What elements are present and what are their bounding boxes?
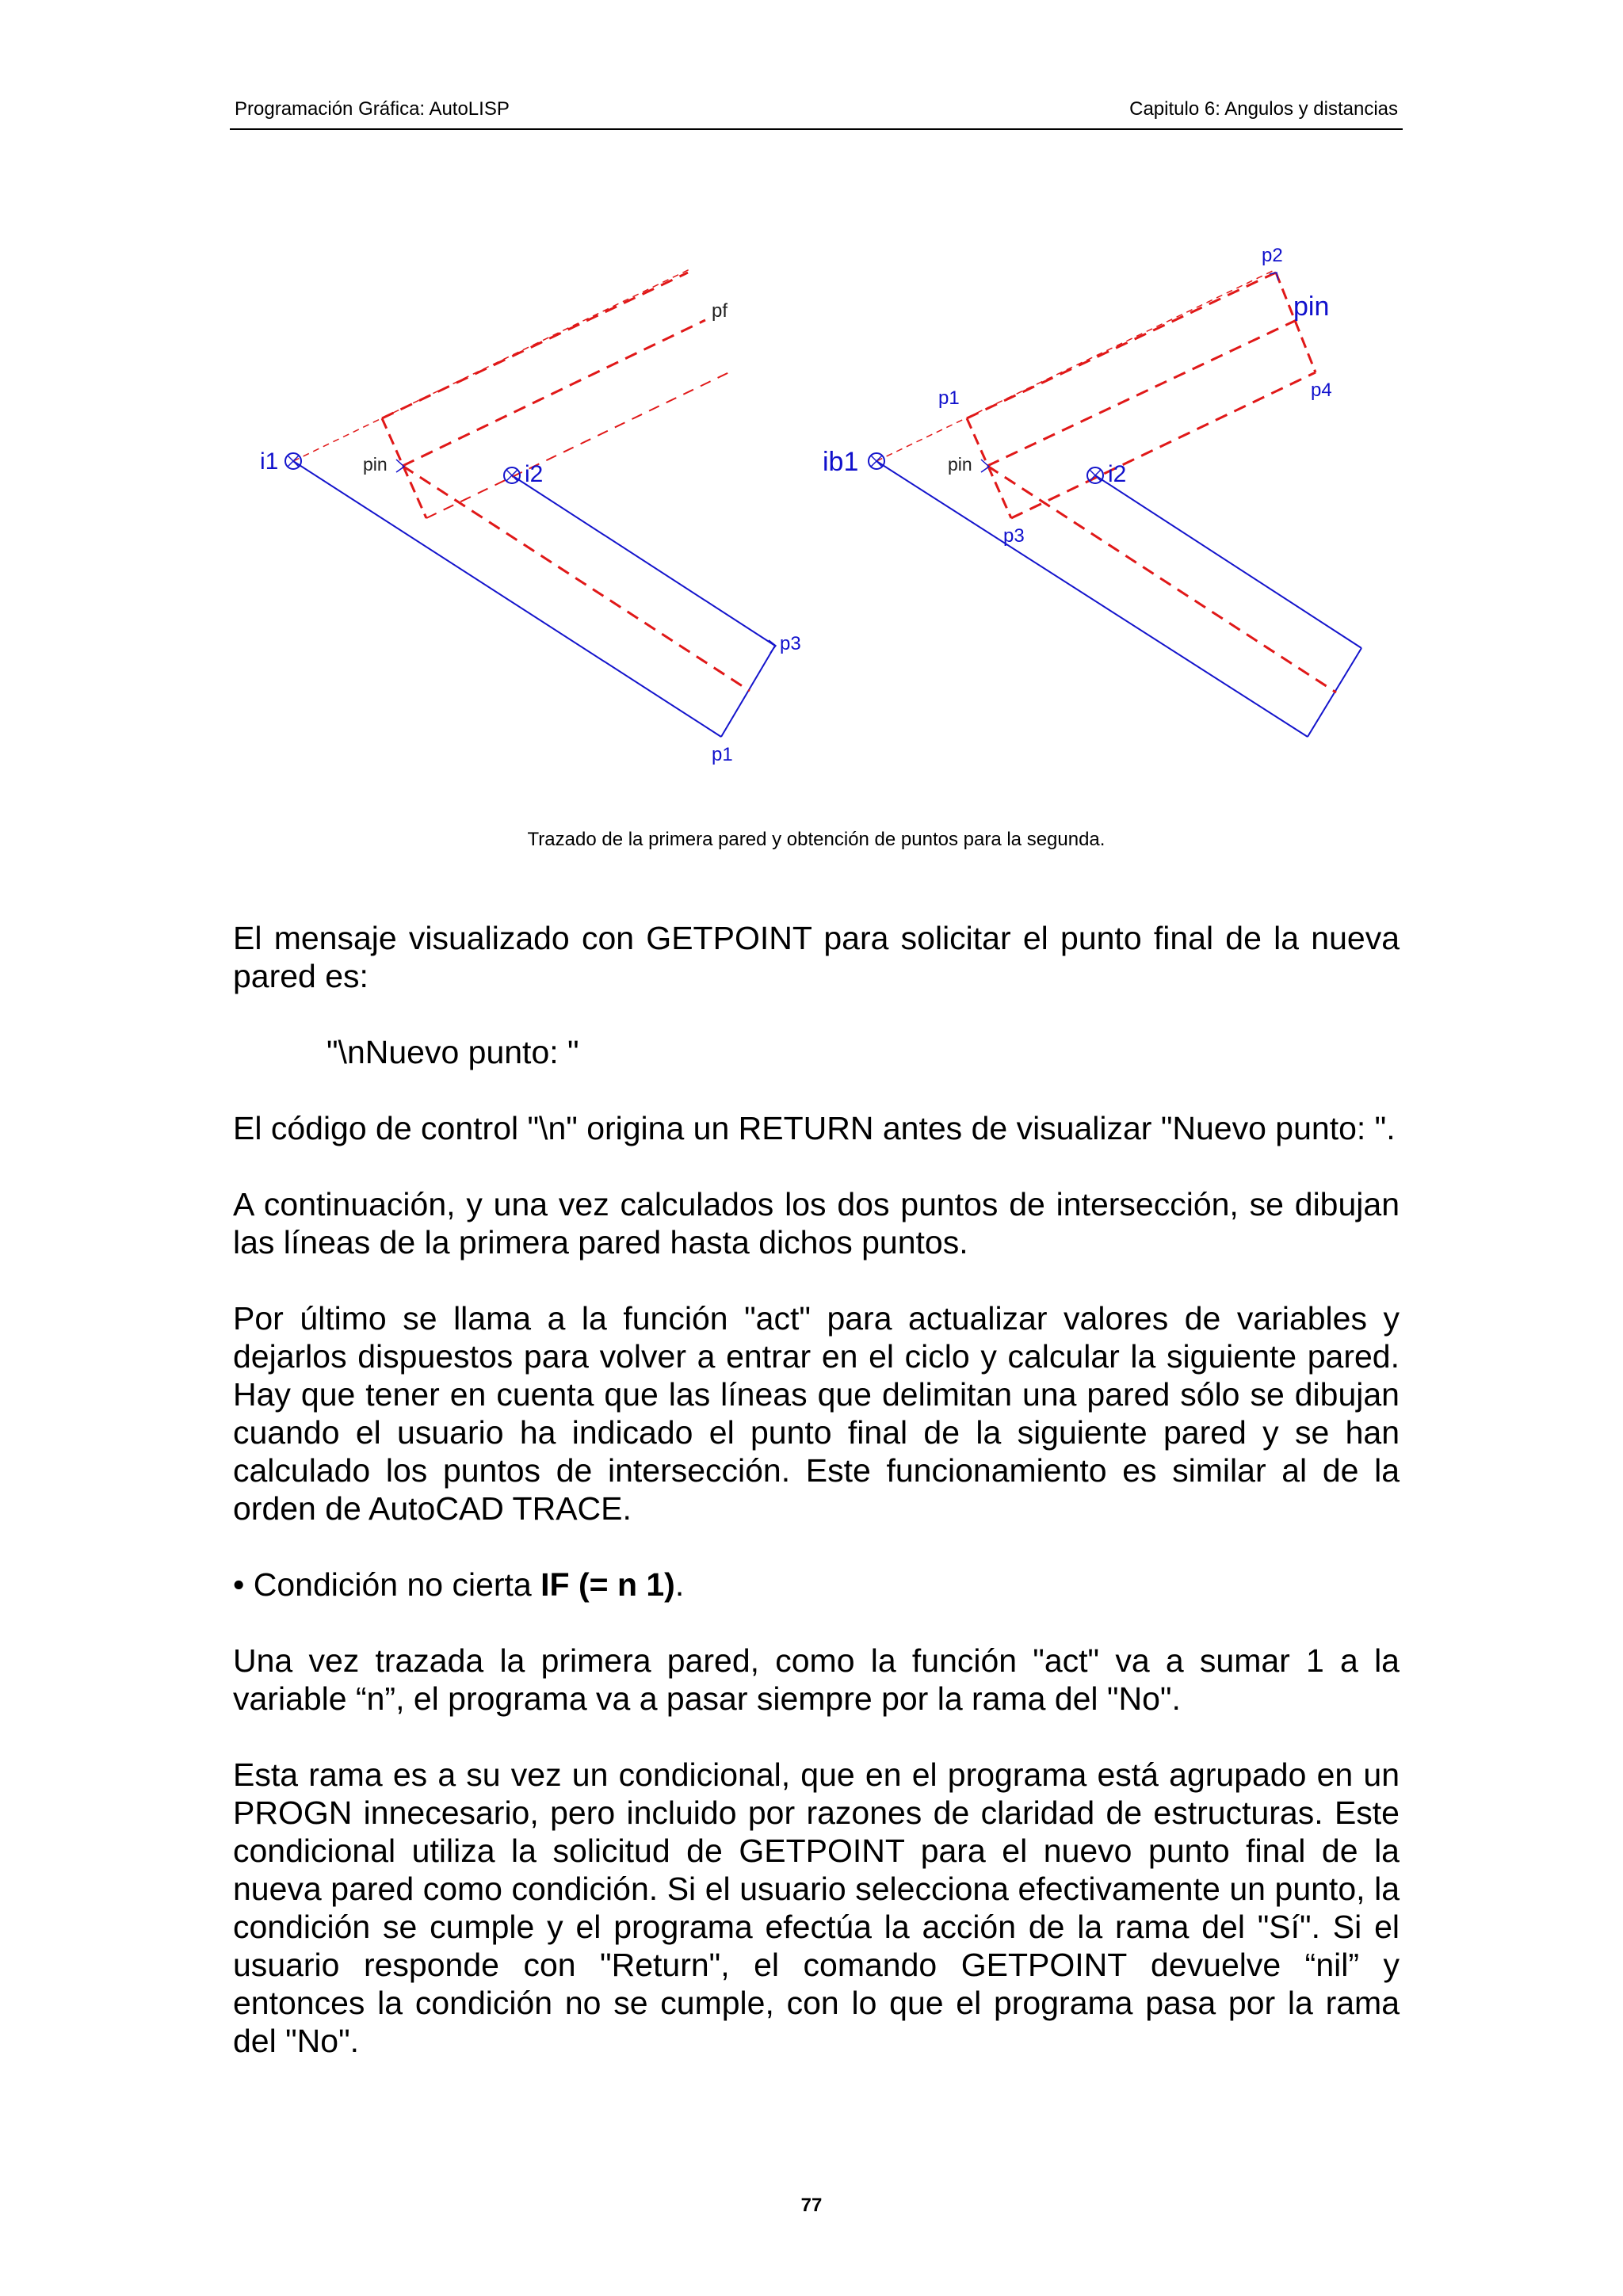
right-p2-arrow [1270,273,1278,280]
page-header [230,97,1403,130]
right-blue-outer-line [876,461,1308,737]
left-label-i1: i1 [260,448,279,475]
right-label-ib1: ib1 [823,447,859,477]
right-label-p2: p2 [1262,245,1283,266]
paragraph-condition-heading [233,1566,1400,1604]
left-red-dashed-lower [426,372,729,518]
paragraph-getpoint-message: El mensaje visualizado con GETPOINT para solicitar el punto final de la nueva pared es: [233,920,1400,994]
left-label-pf: pf [712,300,728,322]
right-thin-dashed-line [876,269,1276,461]
wall-diagram [254,238,1395,776]
left-thin-dashed-line [293,269,689,461]
right-red-dashed-middle [987,320,1296,466]
left-blue-inner-line [512,475,775,646]
figure-caption: Trazado de la primera pared y obtención de puntos para la segunda. [527,829,1106,850]
right-diagram [823,245,1361,737]
paragraph-first-wall: Una vez trazada la primera pared, como la función "act" va a sumar 1 a la variable “n”, el programa va a pasar siempre por la rama del "No". [233,1642,1400,1717]
condition-prefix: • Condición no cierta [233,1566,541,1603]
left-label-i2: i2 [525,461,544,487]
left-blue-outer-line [293,461,721,737]
right-red-dashed-upper [967,273,1276,418]
left-label-pin: pin [363,454,388,475]
paragraph-act-function: Por último se llama a la función "act" para actualizar valores de variables y dejarlos dispuestos para volver a entrar en el ciclo y calcular la siguiente pared. Hay que tener en cuenta que las líneas que delimitan una pared sólo se dibujan cuando el usuario ha indicado el punto final de la siguiente pared y se han calculado los puntos de intersección. Este funcionamiento es similar al de la orden de AutoCAD TRACE. [233,1300,1400,1527]
paragraph-control-code: El código de control "\n" origina un RETURN antes de visualizar "Nuevo punto: ". [233,1110,1396,1146]
header-chapter-title: Capitulo 6: Angulos y distancias [1129,98,1398,120]
right-label-p1: p1 [938,387,960,409]
left-red-dashed-upper [382,273,688,418]
header-book-title: Programación Gráfica: AutoLISP [235,98,510,120]
left-label-p3: p3 [780,633,801,654]
right-label-p3: p3 [1003,525,1025,547]
right-label-pin-big: pin [1293,292,1330,322]
right-label-i2: i2 [1108,461,1127,487]
left-pin-arrow [396,460,404,472]
wall-diagram-svg [254,238,1395,776]
condition-code: IF (= n 1) [540,1566,675,1603]
body-text [233,919,1400,2098]
left-red-dashed-diagonal [403,466,750,691]
paragraph-progn-branch: Esta rama es a su vez un condicional, que en el programa está agrupado en un PROGN innecesario, pero incluido por razones de claridad de estructuras. Este condicional utiliza la solicitud de GETPOINT para el nuevo punto final de la nueva pared como condición. Si el usuario selecciona efectivamente un punto, la condición se cumple y el programa efectúa la acción de la rama del "Sí". Si el usuario responde con "Return", el comando GETPOINT devuelve “nil” y entonces la condición no se cumple, con lo que el programa pasa por la rama del "No". [233,1756,1400,2059]
page-number: 77 [800,2195,823,2216]
right-label-p4: p4 [1311,379,1332,401]
right-red-dashed-end [1276,273,1316,372]
right-red-dashed-cross [967,418,1011,518]
right-red-dashed-lower [1011,372,1316,518]
left-red-dashed-middle [403,320,705,466]
left-blue-end-line [721,646,775,737]
condition-suffix: . [674,1566,685,1603]
left-red-dashed-cross [382,418,426,518]
paragraph-intersection-lines: A continuación, y una vez calculados los dos puntos de intersección, se dibujan las líneas de la primera pared hasta dichos puntos. [233,1186,1400,1261]
paragraph-prompt-string: "\nNuevo punto: " [327,1034,579,1070]
right-red-dashed-diagonal [987,466,1336,692]
right-pin-arrow [981,460,989,472]
left-label-p1: p1 [712,744,733,765]
left-diagram [260,269,801,765]
right-label-pin-small: pin [948,454,972,475]
